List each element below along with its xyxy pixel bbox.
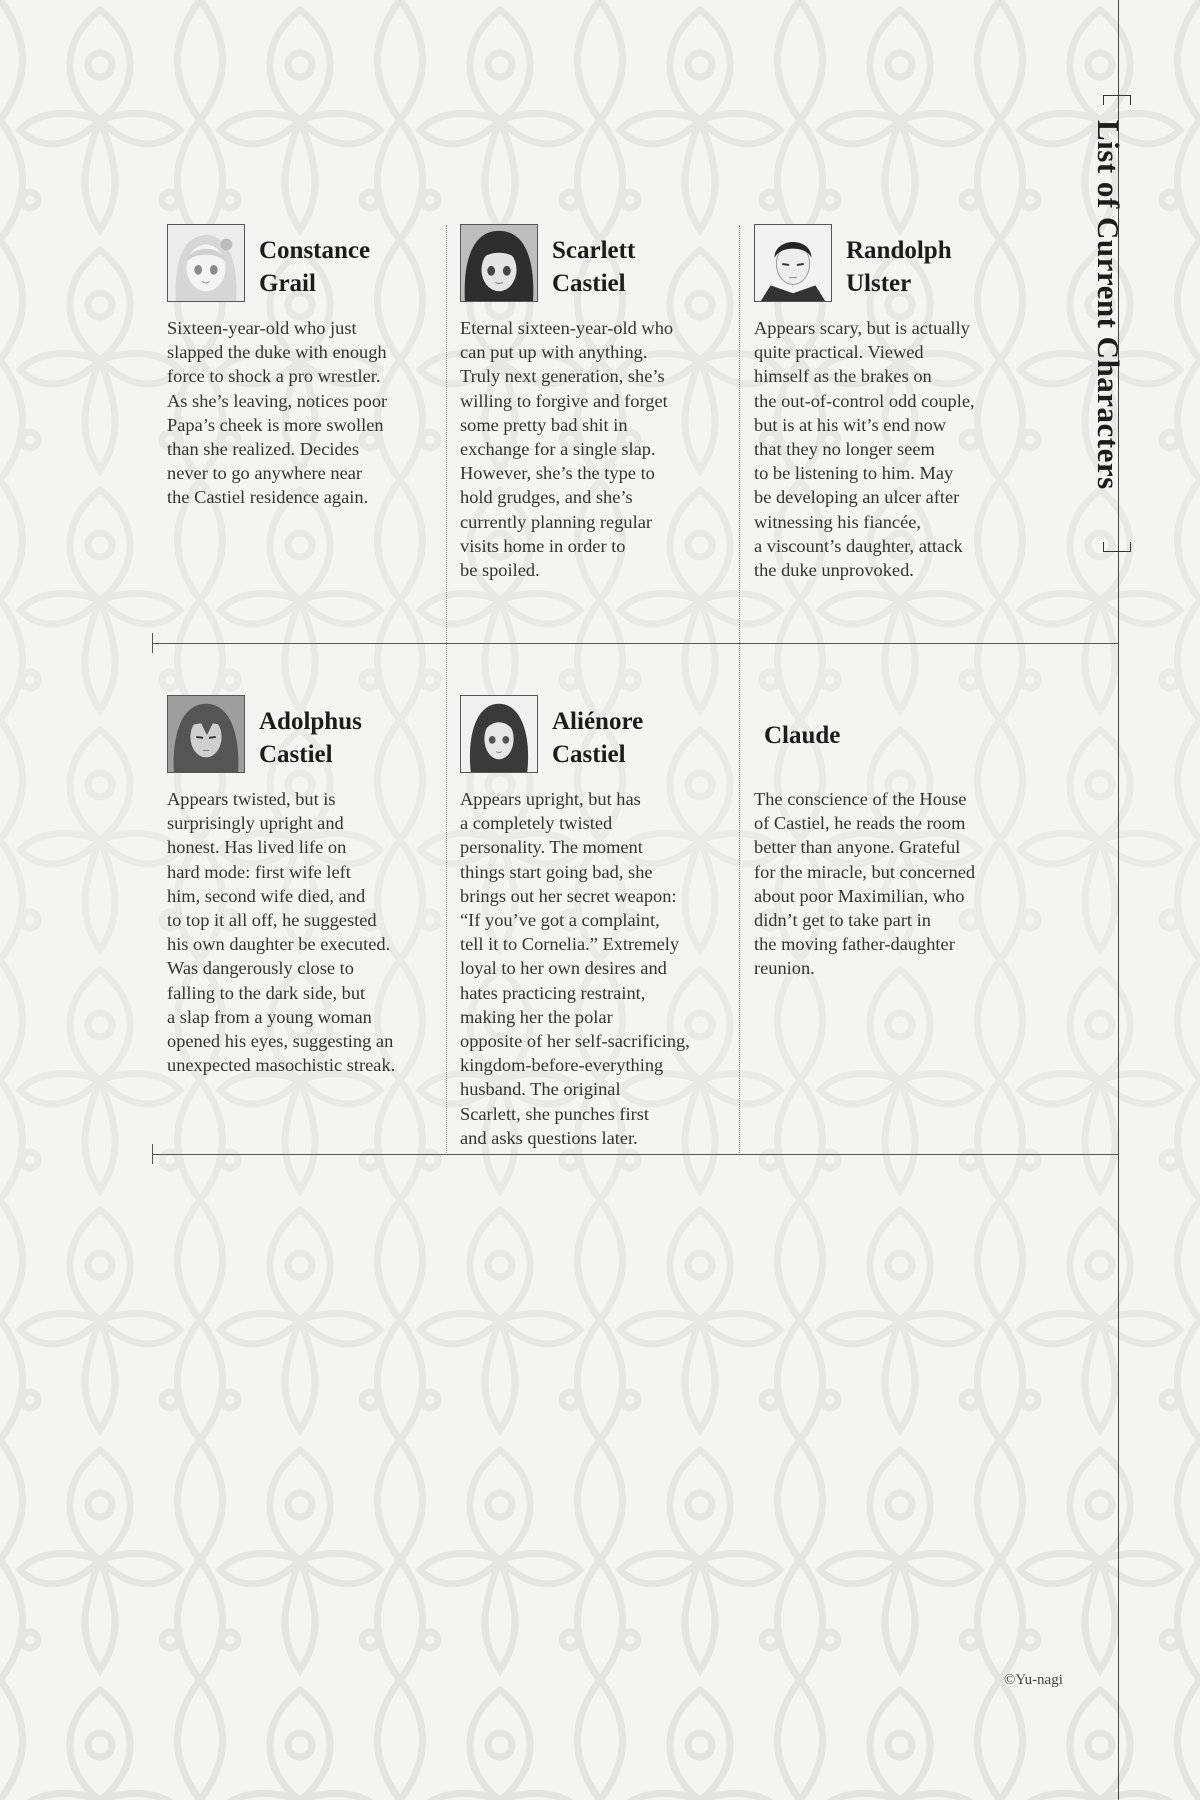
character-name: Claude	[764, 722, 841, 749]
character-name: Aliénore Castiel	[552, 708, 644, 768]
portrait-constance	[167, 224, 245, 302]
character-name: Randolph Ulster	[846, 237, 952, 297]
portrait-image	[461, 225, 537, 301]
column-divider	[446, 225, 447, 1155]
side-title: List of Current Characters	[1091, 120, 1126, 490]
character-description: Appears upright, but has a completely twisted personality. The moment things start going bad, she brings out her secret weapon: “If you’ve got a complaint, tell it to Cornelia.” Extremely loyal to her own desires and hates practicing restraint, making her the polar opposite of her self-sacrificing, kingdom-before-everything husband. The original Scarlett, she punches first and asks questions later.	[460, 789, 690, 1148]
portrait-alienore	[460, 695, 538, 773]
character-description: Sixteen-year-old who just slapped the duke with enough force to shock a pro wrestler. As she’s leaving, notices poor Papa’s cheek is more swollen than she realized. Decides never to go anywhere near the Castiel residence again.	[167, 318, 388, 508]
copyright-notice: ©Yu-nagi	[1004, 1672, 1063, 1688]
character-name: Constance Grail	[259, 237, 371, 297]
character-name: Adolphus Castiel	[259, 708, 362, 768]
portrait-image	[755, 225, 831, 301]
character-description: Eternal sixteen-year-old who can put up with anything. Truly next generation, she’s willing to forgive and forget some pretty bad shit in exchange for a single slap. However, she’s the type to hold grudges, and she’s currently planning regular visits home in order to be spoiled.	[460, 318, 674, 581]
portrait-adolphus	[167, 695, 245, 773]
column-divider	[739, 225, 740, 1155]
row-divider-tick	[152, 633, 153, 653]
character-description: Appears scary, but is actually quite practical. Viewed himself as the brakes on the out-of-control odd couple, but is at his wit’s end now that they no longer seem to be listening to him. May be developing an ulcer after witnessing his fiancée, a viscount’s daughter, attack the duke unprovoked.	[754, 318, 975, 581]
portrait-image	[168, 696, 244, 772]
title-bracket-bottom	[1103, 542, 1131, 552]
portrait-randolph	[754, 224, 832, 302]
character-description: Appears twisted, but is surprisingly upright and honest. Has lived life on hard mode: first wife left him, second wife died, and to top it all off, he suggested his own daughter be executed. Was dangerously close to falling to the dark side, but a slap from a young woman opened his eyes, suggesting an unexpected masochistic streak.	[167, 789, 396, 1076]
title-bracket-top	[1103, 95, 1131, 105]
character-name: Scarlett Castiel	[552, 237, 636, 297]
portrait-image	[461, 696, 537, 772]
portrait-image	[168, 225, 244, 301]
character-description: The conscience of the House of Castiel, he reads the room better than anyone. Grateful for the miracle, but concerned about poor Maximilian, who didn’t get to take part in the moving father-daughter reunion.	[754, 789, 976, 979]
portrait-scarlett	[460, 224, 538, 302]
row-divider	[152, 1154, 1118, 1155]
row-divider	[152, 643, 1118, 644]
row-divider-tick	[152, 1144, 153, 1164]
